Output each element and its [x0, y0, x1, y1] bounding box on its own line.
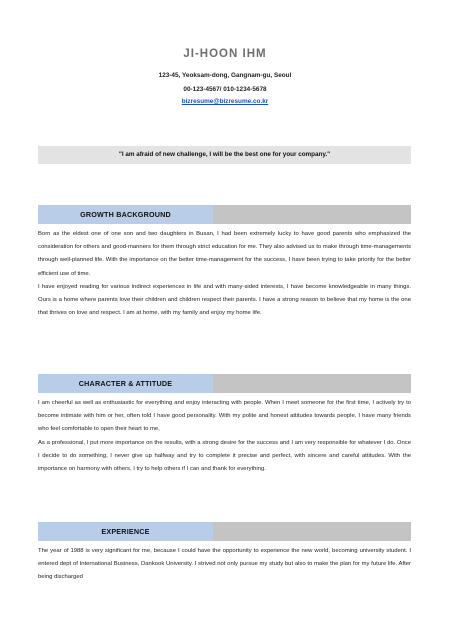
- section-title-experience: EXPERIENCE: [101, 527, 150, 536]
- section-title-character: CHARACTER & ATTITUDE: [78, 379, 173, 388]
- paragraph: Born as the eldest one of one son and two daughters in Busan, I had been extremely lucky to have good parents who emphasized the consideration for others and good-manners for them through strict education for me. They also advised us to make through time-managements through well-planned life. With the importance on the better time-management for the success, I have been trying to take priority for the better efficient use of time.: [38, 231, 411, 277]
- section-header-bar: [213, 522, 411, 541]
- paragraph: I am cheerful as well as enthusiastic for everything and enjoy interacting with people. When I meet someone for the first time, I actively try to become intimate with him or her, often told I have good personality. With my polite and honest attitudes towards people, I have many friends who feel comfortable to open their heart to me,: [38, 400, 411, 433]
- section-label-box: [38, 374, 213, 393]
- section-header-bar: [213, 205, 411, 224]
- address-line: 123-45, Yeoksam-dong, Gangnam-gu, Seoul: [158, 72, 292, 79]
- paragraph: The year of 1988 is very significant for me, because I could have the opportunity to experience the new world, becoming university student. I entered dept of International Business, Dankook University. I strived not only pursue my study but also to make the plan for my future life. After being discharged: [38, 548, 411, 581]
- section-label-box: [38, 205, 213, 224]
- phone-line: 00-123-4567/ 010-1234-5678: [183, 86, 267, 93]
- applicant-name: JI-HOON IHM: [183, 48, 267, 60]
- paragraph: As a professional, I put more importance on the results, with a strong desire for the success and I am very responsible for whatever I do. Once I decide to do something, I never give up halfway and try to complete it precise and perfect, with sincere and careful attitudes. With the importance on harmony with others, I try to help others if I can and thank for everything.: [38, 439, 411, 473]
- section-title-growth: GROWTH BACKGROUND: [80, 210, 171, 219]
- section-header-bar: [213, 374, 411, 393]
- section-header-growth: [38, 205, 411, 224]
- section-label-box: [38, 522, 213, 541]
- paragraph: I have enjoyed reading for various indirect experiences in life and with many-sided interests, I have become knowledgeable in many things. Ours is a home where parents love their children and children respect their parents. I have a strong reason to believe that my home is the one that thrives on love and respect. I am at home, with my family and enjoy my home life.: [38, 283, 411, 317]
- section-body-growth: [38, 228, 411, 320]
- section-header-experience: [38, 522, 411, 541]
- section-header-character: [38, 374, 411, 393]
- email-link[interactable]: bizresume@bizresume.co.kr: [181, 98, 269, 105]
- section-body-experience: [38, 545, 411, 585]
- motto-banner: "I am afraid of new challenge, I will be the best one for your company.": [38, 146, 411, 164]
- section-body-character: [38, 397, 411, 476]
